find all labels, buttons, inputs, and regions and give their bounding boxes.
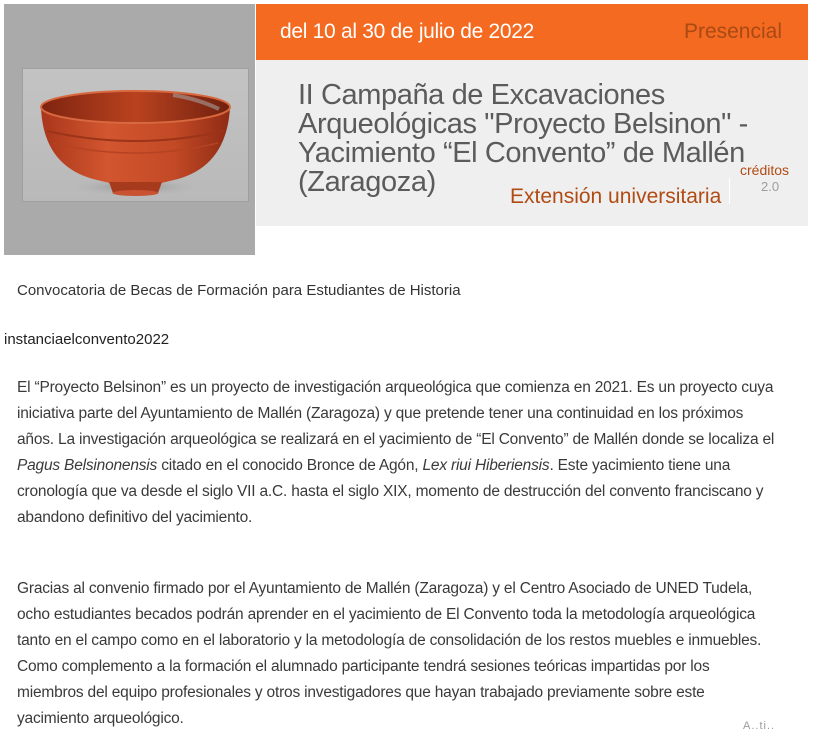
description-paragraph — [17, 375, 777, 531]
credits-label: créditos — [740, 162, 790, 178]
italic-term: Pagus Belsinonensis — [17, 457, 158, 474]
document-link[interactable]: instanciaelconvento2022 — [4, 331, 170, 348]
terra-sigillata-bowl-icon — [23, 69, 248, 201]
credits-divider — [729, 178, 730, 204]
course-type-label: Extensión universitaria — [510, 185, 722, 208]
course-header-bar — [256, 4, 808, 60]
paragraph-text: El “Proyecto Belsinon” es un proyecto de investigación arqueológica que comienza en 2021. Es un proyecto cuya iniciativa parte del Ayuntamiento de Mallén (Zaragoza) y que pretende tener una continuidad en los próximos años. La investigación arqueológica se realizará en el yacimiento de “El Convento” de Mallén donde se localiza el — [17, 379, 775, 448]
course-image — [4, 4, 255, 255]
page-subtitle: Convocatoria de Becas de Formación para Estudiantes de Historia — [17, 282, 461, 299]
modality-label: Presencial — [683, 20, 782, 43]
title-panel — [256, 60, 808, 226]
paragraph-text: . Este yacimiento tiene una cronología que va desde el siglo VII a.C. hasta el siglo XIX, momento de destrucción del convento franciscano y abandono definitivo del yacimiento. — [17, 457, 764, 526]
agreement-paragraph: Gracias al convenio firmado por el Ayuntamiento de Mallén (Zaragoza) y el Centro Asociado de UNED Tudela, ocho estudiantes becados podrán aprender en el yacimiento de El Convento toda la metodología arqueológica tanto en el campo como en el laboratorio y la metodología de consolidación de los restos muebles e inmuebles. Como complemento a la formación el alumnado participante tendrá sesiones teóricas impartidas por los miembros del equipo profesionales y otros investigadores que hayan trabajado previamente sobre este yacimiento arqueológico. — [17, 580, 762, 727]
photo-backdrop — [22, 68, 249, 202]
course-title: II Campaña de Excavaciones Arqueológicas "Proyecto Belsinon" - Yacimiento “El Convento” de Mallén (Zaragoza) — [298, 79, 748, 198]
cut-off-text: A..ti.. — [743, 720, 776, 732]
credits-value: 2.0 — [761, 179, 780, 194]
paragraph-text: citado en el conocido Bronce de Agón, — [157, 457, 423, 474]
date-range: del 10 al 30 de julio de 2022 — [280, 20, 535, 43]
italic-term: Lex riui Hiberiensis — [422, 457, 550, 474]
